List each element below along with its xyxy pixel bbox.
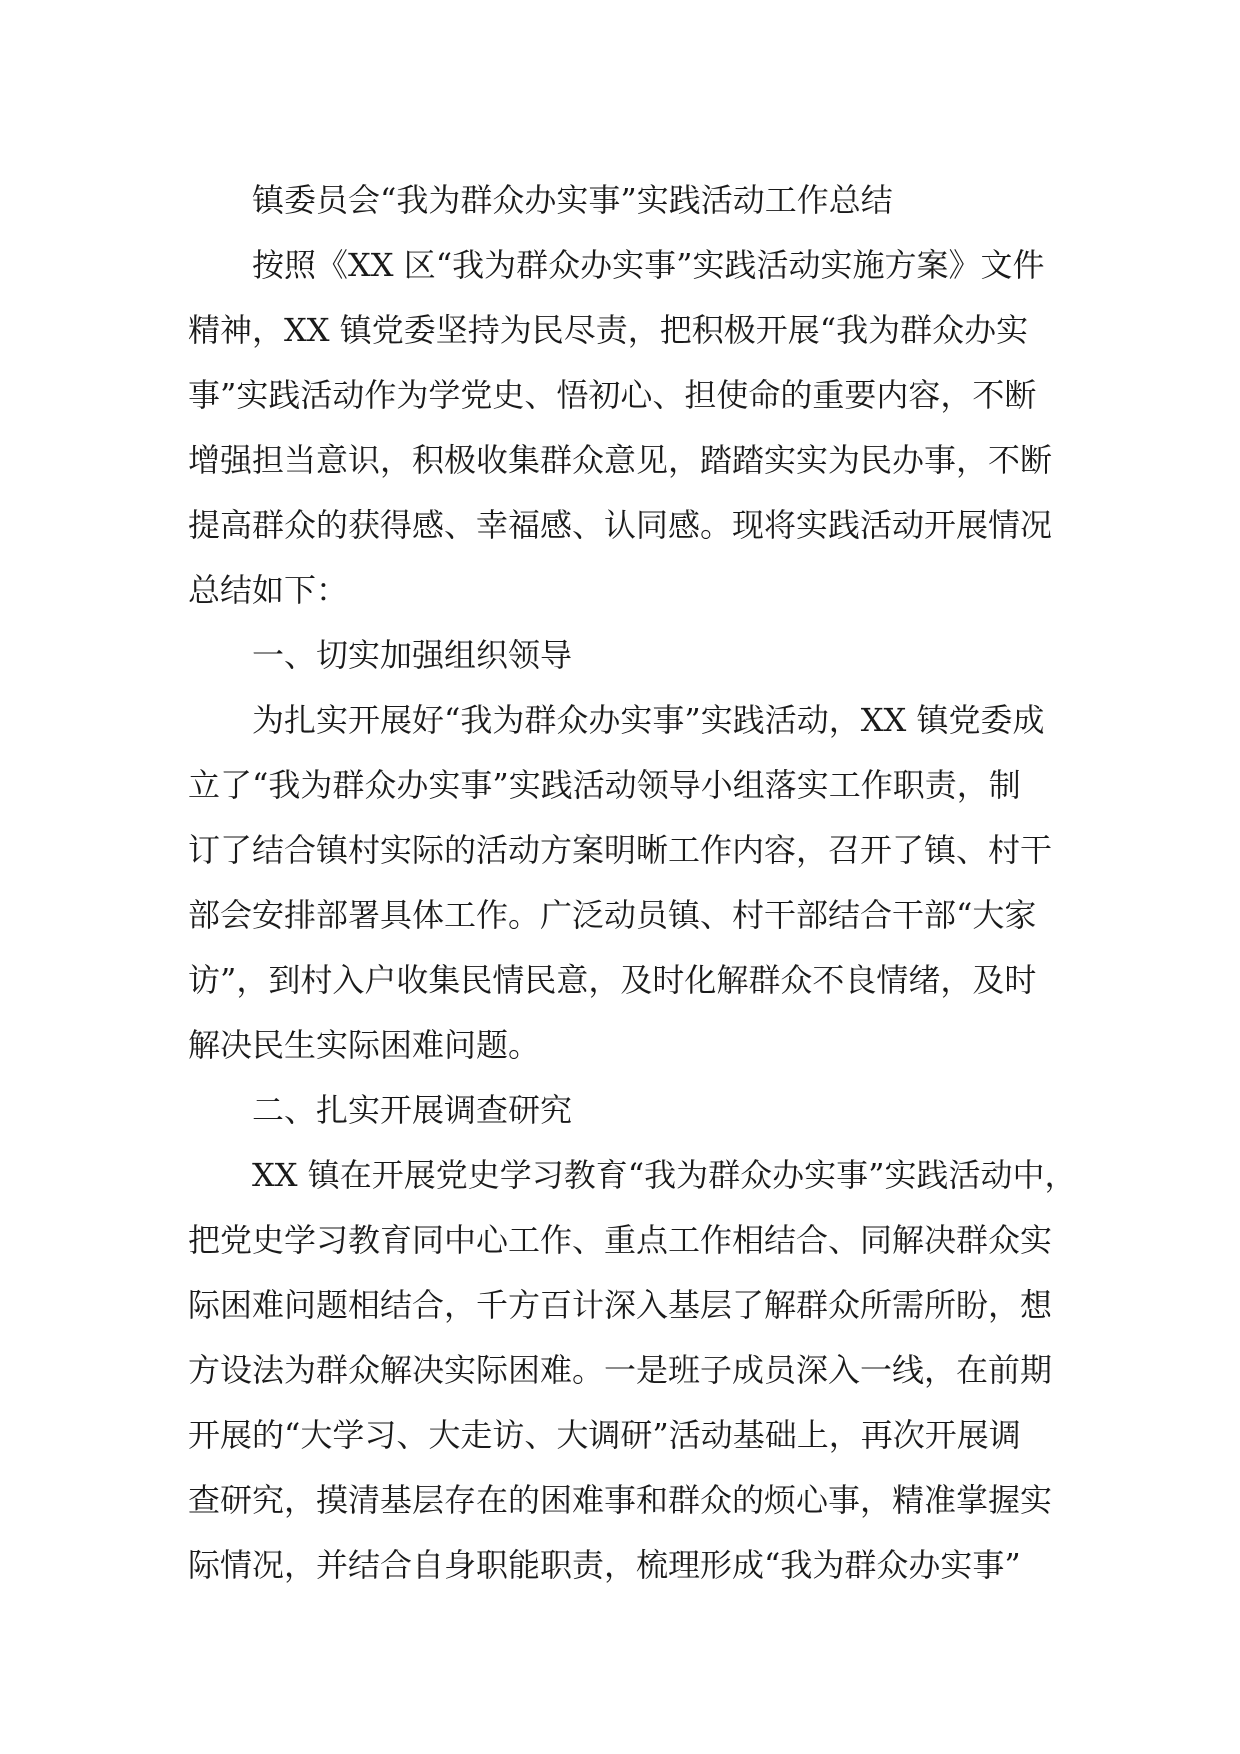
paragraph-line: 部会安排部署具体工作。广泛动员镇、村干部结合干部“大家 — [188, 896, 1037, 934]
paragraph-line: 立了“我为群众办实事”实践活动领导小组落实工作职责，制 — [188, 766, 1021, 804]
paragraph-line: 查研究，摸清基层存在的困难事和群众的烦心事，精准掌握实 — [188, 1481, 1053, 1519]
paragraph-line: 际困难问题相结合，千方百计深入基层了解群众所需所盼，想 — [188, 1286, 1053, 1324]
paragraph-line: 总结如下： — [188, 571, 349, 609]
paragraph-line: 精神，XX 镇党委坚持为民尽责，把积极开展“我为群众办实 — [188, 311, 1029, 349]
paragraph-line: 事”实践活动作为学党史、悟初心、担使命的重要内容，不断 — [188, 376, 1037, 414]
paragraph-line: 方设法为群众解决实际困难。一是班子成员深入一线，在前期 — [188, 1351, 1053, 1389]
paragraph-line: 解决民生实际困难问题。 — [188, 1026, 541, 1064]
paragraph-line: 访”，到村入户收集民情民意，及时化解群众不良情绪，及时 — [188, 961, 1037, 999]
paragraph-line: 际情况，并结合自身职能职责，梳理形成“我为群众办实事” — [188, 1546, 1021, 1584]
paragraph-line: 把党史学习教育同中心工作、重点工作相结合、同解决群众实 — [188, 1221, 1053, 1259]
paragraph-line: 开展的“大学习、大走访、大调研”活动基础上，再次开展调 — [188, 1416, 1021, 1454]
section-heading: 一、切实加强组织领导 — [252, 636, 573, 674]
document-body — [188, 168, 1088, 1598]
paragraph-line: 增强担当意识，积极收集群众意见，踏踏实实为民办事，不断 — [188, 441, 1053, 479]
paragraph-line: 按照《XX 区“我为群众办实事”实践活动实施方案》文件 — [252, 246, 1045, 284]
document-title: 镇委员会“我为群众办实事”实践活动工作总结 — [252, 181, 893, 219]
paragraph-line: XX 镇在开展党史学习教育“我为群众办实事”实践活动中， — [252, 1156, 1077, 1194]
paragraph-line: 为扎实开展好“我为群众办实事”实践活动，XX 镇党委成 — [252, 701, 1045, 739]
paragraph-line: 订了结合镇村实际的活动方案明晰工作内容，召开了镇、村干 — [188, 831, 1053, 869]
paragraph-line: 提高群众的获得感、幸福感、认同感。现将实践活动开展情况 — [188, 506, 1053, 544]
section-heading: 二、扎实开展调查研究 — [252, 1091, 573, 1129]
